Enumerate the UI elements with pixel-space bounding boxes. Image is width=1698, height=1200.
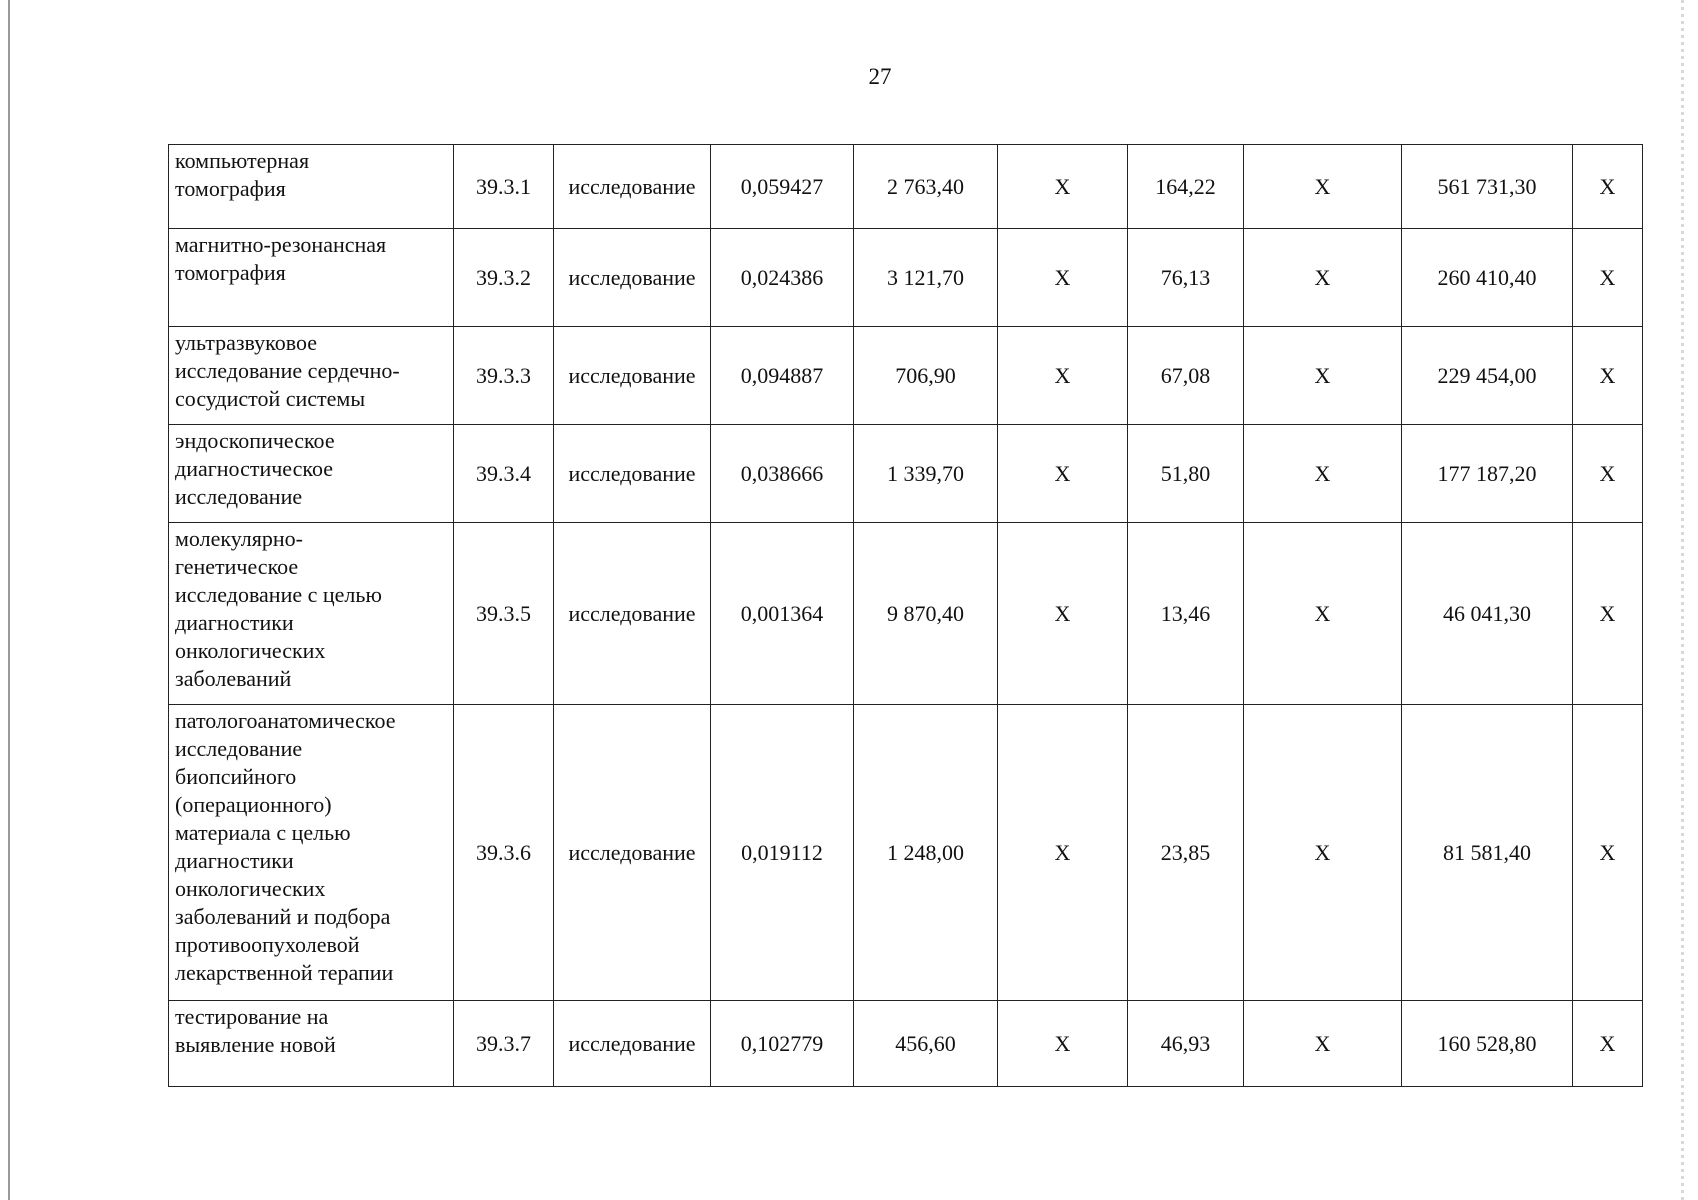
norm-cell: 0,059427 bbox=[711, 145, 854, 229]
service-name-line: (операционного) bbox=[175, 792, 332, 817]
service-name-line: биопсийного bbox=[175, 764, 297, 789]
service-name-line: заболеваний и подбора bbox=[175, 904, 391, 929]
cost-cell: 9 870,40 bbox=[854, 523, 998, 705]
total-cell: 229 454,00 bbox=[1402, 327, 1573, 425]
mark-cell: X bbox=[998, 523, 1128, 705]
service-name-line: ультразвуковое bbox=[175, 330, 318, 355]
total-cell: 46 041,30 bbox=[1402, 523, 1573, 705]
mark-cell: X bbox=[1244, 327, 1402, 425]
service-name-cell bbox=[169, 145, 454, 229]
service-name-line: выявление новой bbox=[175, 1032, 336, 1057]
cost-cell: 1 339,70 bbox=[854, 425, 998, 523]
code-cell: 39.3.2 bbox=[454, 229, 554, 327]
service-name-line: исследование сердечно- bbox=[175, 358, 400, 383]
scan-edge-left bbox=[8, 0, 10, 1200]
service-name-line: онкологических bbox=[175, 638, 326, 663]
unit-cell: исследование bbox=[554, 145, 711, 229]
total-cell: 160 528,80 bbox=[1402, 1001, 1573, 1087]
mark-cell: X bbox=[1244, 229, 1402, 327]
table-row bbox=[169, 229, 1643, 327]
unit-cell: исследование bbox=[554, 705, 711, 1001]
mark-cell: X bbox=[1573, 523, 1643, 705]
mark-cell: X bbox=[1573, 327, 1643, 425]
service-name-line: исследование с целью bbox=[175, 582, 382, 607]
unit-cell: исследование bbox=[554, 425, 711, 523]
scan-edge-right bbox=[1681, 0, 1684, 1200]
per-capita-cell: 76,13 bbox=[1128, 229, 1244, 327]
service-name-cell bbox=[169, 523, 454, 705]
mark-cell: X bbox=[998, 229, 1128, 327]
cost-cell: 3 121,70 bbox=[854, 229, 998, 327]
table-row bbox=[169, 1001, 1643, 1087]
service-name-line: исследование bbox=[175, 484, 303, 509]
unit-cell: исследование bbox=[554, 523, 711, 705]
norm-cell: 0,038666 bbox=[711, 425, 854, 523]
per-capita-cell: 51,80 bbox=[1128, 425, 1244, 523]
per-capita-cell: 23,85 bbox=[1128, 705, 1244, 1001]
per-capita-cell: 13,46 bbox=[1128, 523, 1244, 705]
mark-cell: X bbox=[1244, 425, 1402, 523]
code-cell: 39.3.4 bbox=[454, 425, 554, 523]
mark-cell: X bbox=[1573, 145, 1643, 229]
service-name-cell bbox=[169, 327, 454, 425]
service-name-line: лекарственной терапии bbox=[175, 960, 394, 985]
service-name-line: генетическое bbox=[175, 554, 299, 579]
code-cell: 39.3.1 bbox=[454, 145, 554, 229]
unit-cell: исследование bbox=[554, 1001, 711, 1087]
code-cell: 39.3.3 bbox=[454, 327, 554, 425]
per-capita-cell: 46,93 bbox=[1128, 1001, 1244, 1087]
service-name-line: томография bbox=[175, 176, 286, 201]
norm-cell: 0,019112 bbox=[711, 705, 854, 1001]
table-body bbox=[169, 145, 1643, 1087]
per-capita-cell: 67,08 bbox=[1128, 327, 1244, 425]
per-capita-cell: 164,22 bbox=[1128, 145, 1244, 229]
service-name-cell bbox=[169, 1001, 454, 1087]
service-name-line: диагностики bbox=[175, 610, 294, 635]
mark-cell: X bbox=[1244, 523, 1402, 705]
table-row bbox=[169, 327, 1643, 425]
cost-cell: 1 248,00 bbox=[854, 705, 998, 1001]
service-name-line: молекулярно- bbox=[175, 526, 303, 551]
service-name-line: томография bbox=[175, 260, 286, 285]
service-name-line: диагностики bbox=[175, 848, 294, 873]
total-cell: 81 581,40 bbox=[1402, 705, 1573, 1001]
mark-cell: X bbox=[998, 425, 1128, 523]
norm-cell: 0,094887 bbox=[711, 327, 854, 425]
total-cell: 177 187,20 bbox=[1402, 425, 1573, 523]
mark-cell: X bbox=[1244, 705, 1402, 1001]
table-row bbox=[169, 425, 1643, 523]
service-name-line: диагностическое bbox=[175, 456, 333, 481]
norm-cell: 0,102779 bbox=[711, 1001, 854, 1087]
mark-cell: X bbox=[1244, 145, 1402, 229]
mark-cell: X bbox=[998, 1001, 1128, 1087]
service-name-line: противоопухолевой bbox=[175, 932, 360, 957]
unit-cell: исследование bbox=[554, 327, 711, 425]
total-cell: 260 410,40 bbox=[1402, 229, 1573, 327]
mark-cell: X bbox=[998, 327, 1128, 425]
code-cell: 39.3.5 bbox=[454, 523, 554, 705]
table-row bbox=[169, 705, 1643, 1001]
service-name-cell bbox=[169, 229, 454, 327]
norm-cell: 0,001364 bbox=[711, 523, 854, 705]
table-row bbox=[169, 145, 1643, 229]
service-name-line: сосудистой системы bbox=[175, 386, 366, 411]
cost-cell: 456,60 bbox=[854, 1001, 998, 1087]
service-name-line: эндоскопическое bbox=[175, 428, 335, 453]
service-name-cell bbox=[169, 705, 454, 1001]
mark-cell: X bbox=[1573, 705, 1643, 1001]
mark-cell: X bbox=[1244, 1001, 1402, 1087]
service-name-line: тестирование на bbox=[175, 1004, 329, 1029]
cost-cell: 2 763,40 bbox=[854, 145, 998, 229]
service-name-line: заболеваний bbox=[175, 666, 292, 691]
services-table bbox=[168, 144, 1643, 1087]
code-cell: 39.3.7 bbox=[454, 1001, 554, 1087]
cost-cell: 706,90 bbox=[854, 327, 998, 425]
mark-cell: X bbox=[998, 145, 1128, 229]
norm-cell: 0,024386 bbox=[711, 229, 854, 327]
page-number: 27 bbox=[868, 64, 892, 89]
mark-cell: X bbox=[1573, 425, 1643, 523]
table-row bbox=[169, 523, 1643, 705]
service-name-line: магнитно-резонансная bbox=[175, 232, 387, 257]
mark-cell: X bbox=[1573, 229, 1643, 327]
service-name-line: онкологических bbox=[175, 876, 326, 901]
service-name-line: материала с целью bbox=[175, 820, 351, 845]
mark-cell: X bbox=[998, 705, 1128, 1001]
service-name-line: исследование bbox=[175, 736, 303, 761]
mark-cell: X bbox=[1573, 1001, 1643, 1087]
unit-cell: исследование bbox=[554, 229, 711, 327]
code-cell: 39.3.6 bbox=[454, 705, 554, 1001]
service-name-line: компьютерная bbox=[175, 148, 310, 173]
service-name-cell bbox=[169, 425, 454, 523]
service-name-line: патологоанатомическое bbox=[175, 708, 396, 733]
total-cell: 561 731,30 bbox=[1402, 145, 1573, 229]
